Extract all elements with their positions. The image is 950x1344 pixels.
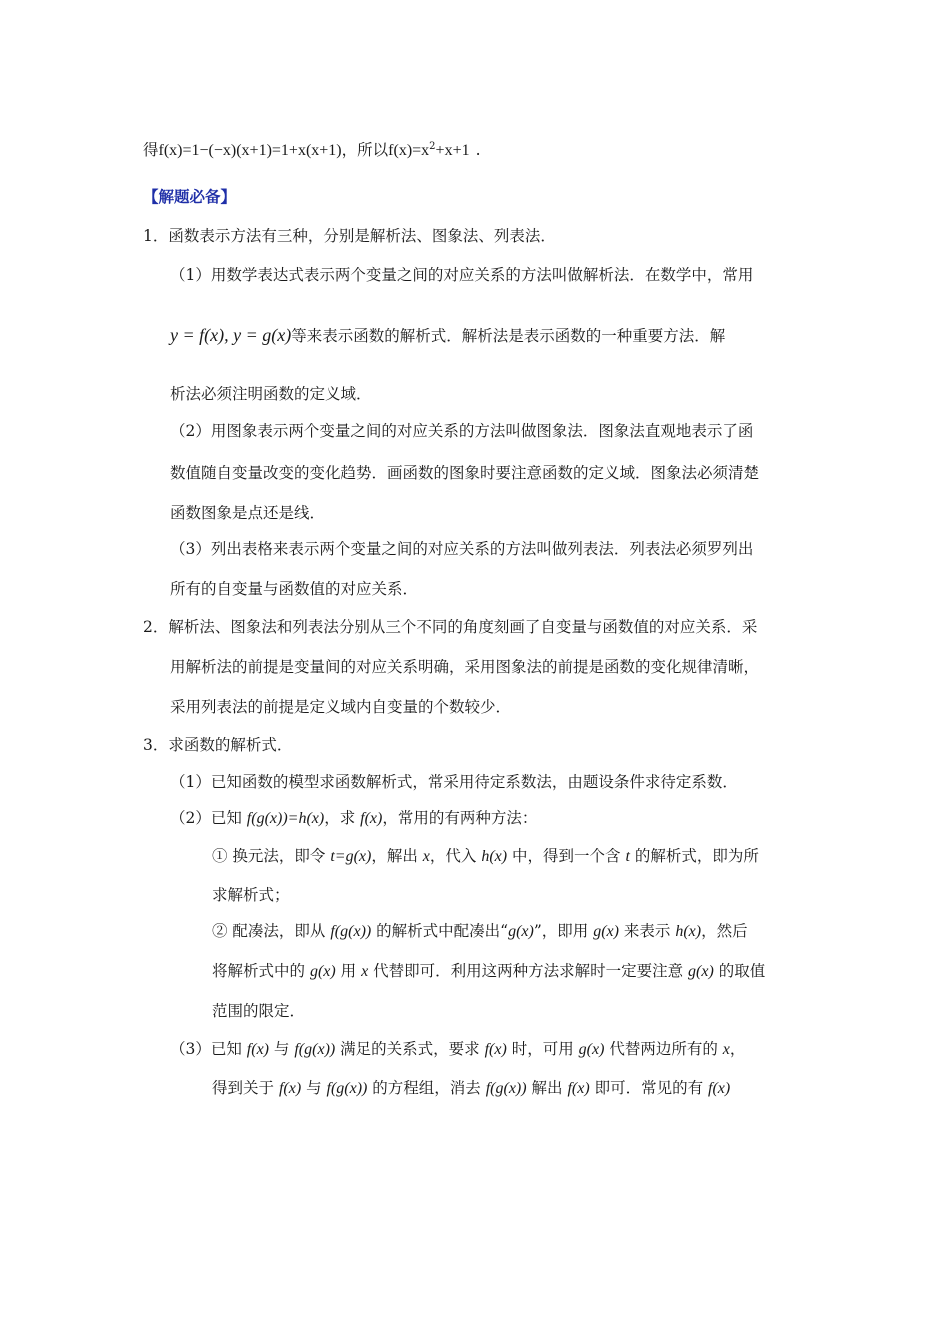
math-fgx: f(g(x)) <box>294 1041 336 1058</box>
intro-connector: ，所以 <box>341 141 389 160</box>
equation-1: f(x)=1−(−x)(x+1)=1+x(x+1) <box>158 142 342 160</box>
math-hx: h(x) <box>675 923 702 940</box>
s1-p1-line3: 析法必须注明函数的定义域． <box>170 385 372 403</box>
math-fgx: f(g(x)) <box>485 1080 527 1097</box>
s1-p1-line2-text: 等来表示函数的解析式．解析法是表示函数的一种重要方法．解 <box>291 327 726 345</box>
math-fgx: f(g(x)) <box>330 923 372 940</box>
math-t: t <box>625 848 630 865</box>
section-2-line1: 2．解析法、图象法和列表法分别从三个不同的角度刻画了自变量与函数值的对应关系．采 <box>143 618 758 636</box>
s3-method1-line2: 求解析式； <box>212 886 290 904</box>
equation-2-exponent: 2 <box>429 141 436 152</box>
math-x: x <box>422 848 430 865</box>
s3-p3-line1: （3）已知 f(x) 与 f(g(x)) 满足的关系式，要求 f(x) 时，可用 g(x) 代替两边所有的 x， <box>170 1040 746 1058</box>
math-gx: g(x) <box>578 1041 605 1058</box>
function-notation-formula: y = f(x), y = g(x) <box>170 325 292 345</box>
s1-p1-line2 <box>170 324 725 347</box>
math-fx: f(x) <box>360 810 383 827</box>
s1-p2-line1: （2）用图象表示两个变量之间的对应关系的方法叫做图象法．图象法直观地表示了函 <box>170 422 754 440</box>
section-3-title: 3．求函数的解析式． <box>143 736 293 754</box>
s1-p2-line2: 数值随自变量改变的变化趋势．画函数的图象时要注意函数的定义域．图象法必须清楚 <box>170 464 760 482</box>
math-gx: g(x) <box>508 923 534 940</box>
math-gx: g(x) <box>593 923 619 940</box>
intro-line <box>143 136 481 162</box>
math-fx: f(x) <box>278 1080 302 1097</box>
math-x: x <box>722 1041 730 1058</box>
s1-p2-line3: 函数图象是点还是线． <box>170 504 326 522</box>
s1-p1-line1: （1）用数学表达式表示两个变量之间的对应关系的方法叫做解析法．在数学中，常用 <box>170 266 754 284</box>
section-2-line3: 采用列表法的前提是定义域内自变量的个数较少． <box>170 698 512 716</box>
math-fgx-eq-hx: f(g(x))=h(x) <box>246 810 325 827</box>
math-x: x <box>361 963 369 980</box>
math-hx: h(x) <box>481 848 508 865</box>
equation-2: f(x)=x <box>388 142 430 160</box>
s3-p3-line2: 得到关于 f(x) 与 f(g(x)) 的方程组，消去 f(g(x)) 解出 f(x) 即可．常见的有 f(x) <box>212 1079 731 1097</box>
math-t-eq-gx: t=g(x) <box>330 848 372 865</box>
intro-prefix: 得 <box>143 141 159 160</box>
math-fx: f(x) <box>708 1080 731 1097</box>
math-fx: f(x) <box>567 1080 590 1097</box>
s3-p2: （2）已知 f(g(x))=h(x)，求 f(x)，常用的有两种方法： <box>170 809 538 827</box>
math-gx: g(x) <box>309 963 336 980</box>
intro-period: . <box>475 141 481 160</box>
math-gx: g(x) <box>688 963 714 980</box>
s1-p3-line2: 所有的自变量与函数值的对应关系． <box>170 580 419 598</box>
s3-method2-line2: 将解析式中的 g(x) 用 x 代替即可．利用这两种方法求解时一定要注意 g(x) 的取值 <box>212 962 766 980</box>
math-fgx: f(g(x)) <box>326 1080 368 1097</box>
s3-method2-line3: 范围的限定． <box>212 1002 306 1020</box>
s3-method2-line1: ② 配凑法，即从 f(g(x)) 的解析式中配凑出“g(x)”，即用 g(x) 来表示 h(x)，然后 <box>212 922 748 940</box>
math-fx: f(x) <box>484 1041 507 1058</box>
s3-method1-line1: ① 换元法，即令 t=g(x)，解出 x，代入 h(x) 中，得到一个含 t 的解析式，即为所 <box>212 847 759 865</box>
section-heading: 【解题必备】 <box>143 187 237 206</box>
math-fx: f(x) <box>246 1041 269 1058</box>
s1-p3-line1: （3）列出表格来表示两个变量之间的对应关系的方法叫做列表法．列表法必须罗列出 <box>170 540 754 558</box>
s3-p1: （1）已知函数的模型求函数解析式，常采用待定系数法，由题设条件求待定系数． <box>170 773 738 791</box>
section-2-line2: 用解析法的前提是变量间的对应关系明确，采用图象法的前提是函数的变化规律清晰， <box>170 658 760 676</box>
section-1-title: 1．函数表示方法有三种，分别是解析法、图象法、列表法． <box>143 227 556 245</box>
equation-2-tail: +x+1 <box>435 142 470 160</box>
